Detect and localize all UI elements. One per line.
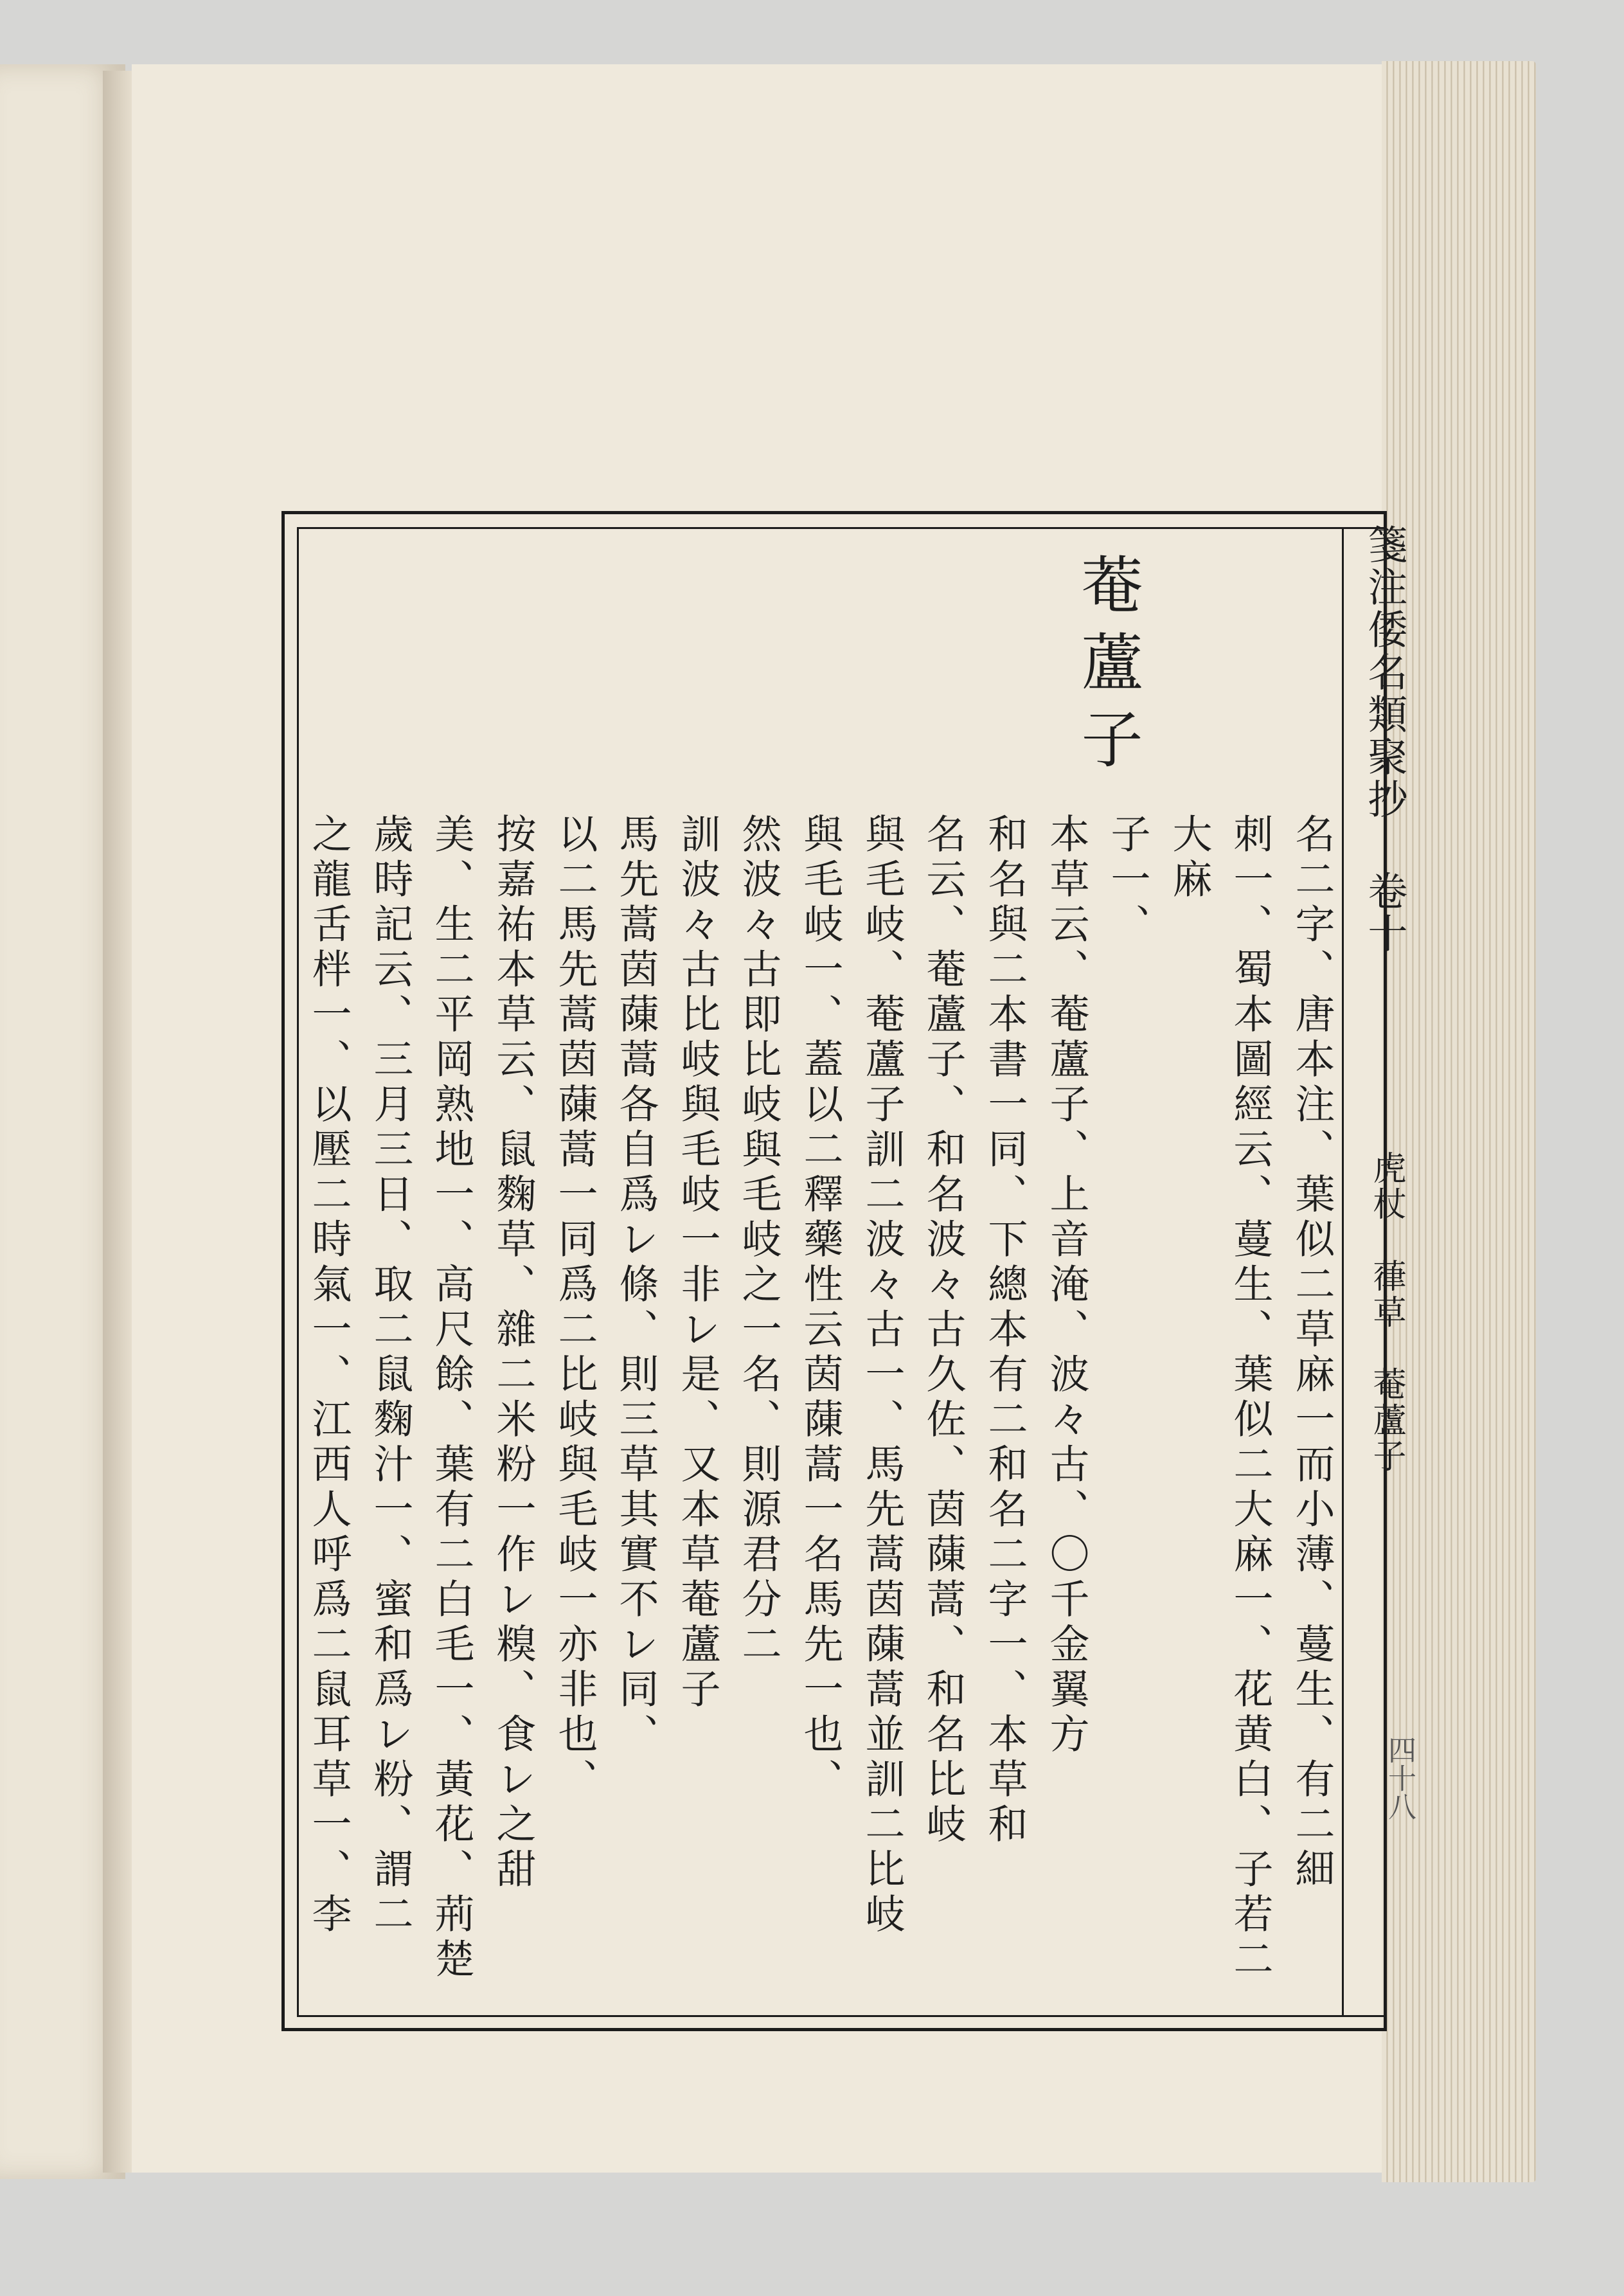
text-column: 以二馬先蒿茵蔯蒿一同爲二比岐與毛岐一亦非也、 [551,813,598,1803]
text-column: 然波々古即比岐與毛岐之一名、則源君分二 [735,813,782,1668]
text-column: 馬先蒿茵蔯蒿各自爲レ條、則三草其實不レ同、 [612,813,659,1758]
text-column: 與毛岐一、蓋以二釋藥性云茵蔯蒿一名馬先一也、 [797,813,844,1803]
page-number: 四十八 [1383,1735,1416,1820]
section-label: 虎杖 葎草 菴蘆子 [1367,1151,1405,1475]
text-column: 子一、 [1104,813,1151,948]
text-column: 訓波々古比岐與毛岐一非レ是、又本草菴蘆子 [674,813,721,1713]
text-column: 和名與二本書一同、下總本有二和名二字一、本草和 [981,813,1028,1848]
text-column: 名二字、唐本注、葉似二草麻一而小薄、蔓生、有二細 [1289,813,1335,1893]
text-column: 與毛岐、菴蘆子訓二波々古一、馬先蒿茵蔯蒿並訓二比岐 [859,813,906,1938]
text-column: 美、生二平岡熟地一、高尺餘、葉有二白毛一、黃花、荊楚 [428,813,475,1983]
text-column: 之龍舌柈一、以壓二時氣一、江西人呼爲二鼠耳草一、李 [305,813,352,1938]
entry-title: 菴蘆子 [1071,553,1143,784]
book-gutter [103,71,135,2173]
text-column: 本草云、菴蘆子、上音淹、波々古、〇千金翼方 [1043,813,1090,1758]
text-column: 按嘉祐本草云、鼠麴草、雜二米粉一作レ糗、食レ之甜 [490,813,537,1893]
text-column: 大麻 [1166,813,1213,903]
text-column: 刺一、蜀本圖經云、蔓生、葉似二大麻一、花黄白、子若二 [1227,813,1274,1983]
book-title-margin [1356,524,1413,955]
page-edges [1382,61,1536,2182]
text-column: 名云、菴蘆子、和名波々古久佐、茵蔯蒿、和名比岐 [920,813,967,1848]
book-title: 箋注倭名類聚抄 [1361,524,1408,821]
volume-label: 卷十 [1361,870,1408,955]
text-column: 歲時記云、三月三日、取二鼠麴汁一、蜜和爲レ粉、謂二 [367,813,414,1938]
margin-rule [1342,527,1344,2017]
